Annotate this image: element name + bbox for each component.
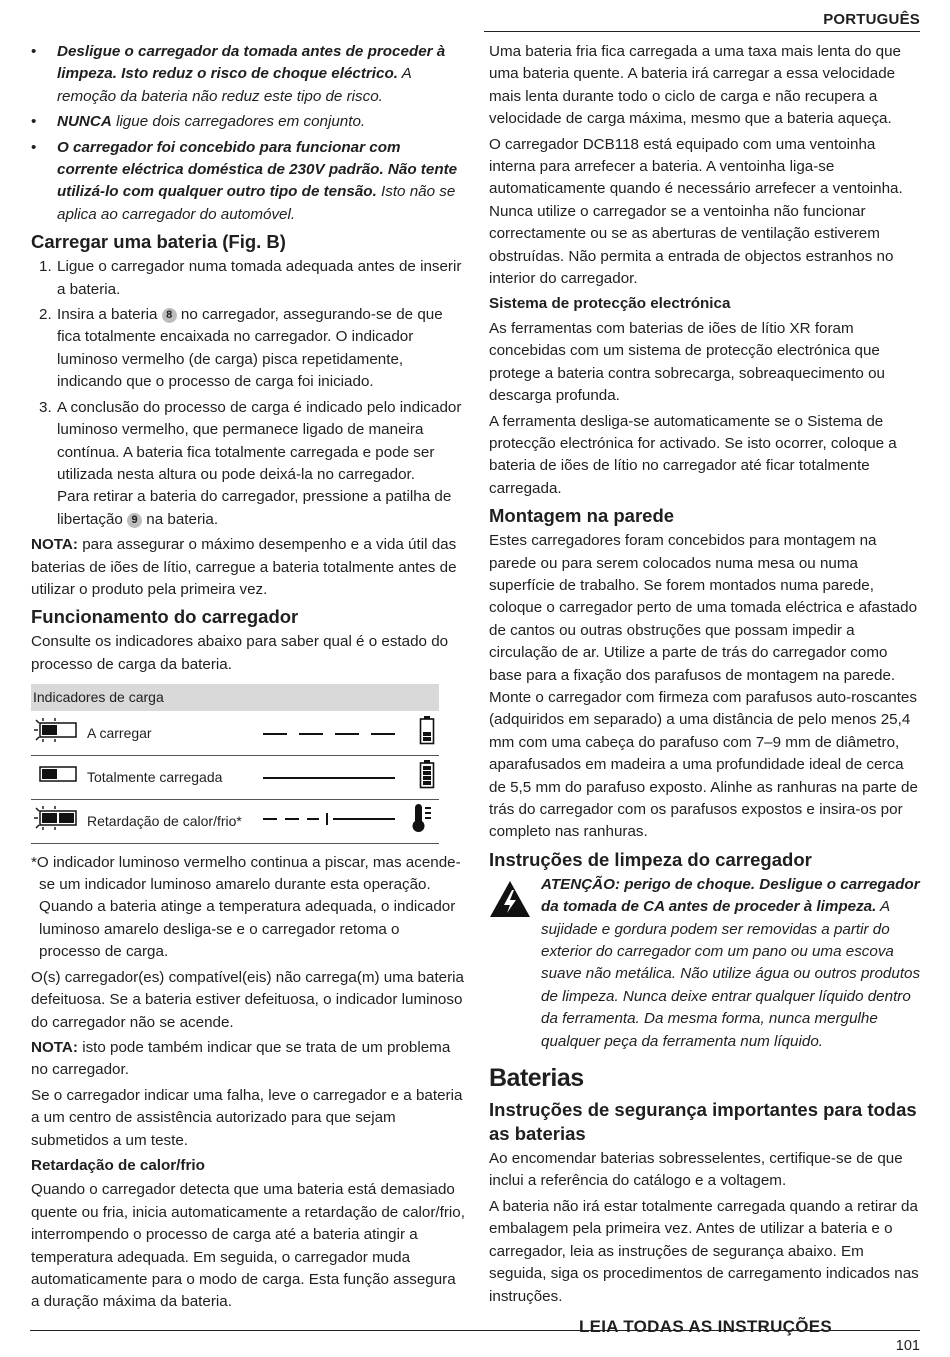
bullet-item — [31, 111, 465, 133]
section-heading: Instruções de segurança importantes para todas as baterias — [489, 1099, 917, 1145]
bullet-bold: O carregador foi concebido para funcionar com corrente eléctrica doméstica de 230V padrão. Não tente utilizá-lo com qualquer outro tipo de tensão. — [57, 138, 458, 201]
section-heading: Montagem na parede — [489, 505, 675, 527]
bullet-text: ligue dois carregadores em conjunto. — [111, 113, 366, 131]
note-text: isto pode também indicar que se trata de um problema no carregador. — [31, 1038, 451, 1079]
warning-block — [489, 874, 922, 1056]
warning-rest: A sujidade e gordura podem ser removidas a partir do exterior do carregador com um pano ou uma escova suave não metálica. Não utilize água ou outros produtos de limpeza. Nunca deixe entrar qualquer líquido dentro da ferramenta. Da mesma forma, nunca mergulhe qualquer peça da ferramenta num líquido. — [541, 898, 921, 1050]
warning-shock-icon — [489, 874, 531, 1056]
note-paragraph — [31, 534, 465, 601]
paragraph: Consulte os indicadores abaixo para saber qual é o estado do processo de carga da bateria. — [31, 633, 449, 673]
paragraph: Ao encomendar baterias sobresselentes, certifique-se de que inclui a referência do catálogo e a voltagem. — [489, 1150, 903, 1190]
warning-text — [541, 874, 922, 1053]
blinking-lamp-icon — [31, 711, 87, 755]
paragraph: A ferramenta desliga-se automaticamente se o Sistema de protecção electrónica for activado. Se isto ocorrer, coloque a bateria de iões de lítio no carregador até ficar totalmente carregada. — [489, 412, 897, 497]
step-item — [31, 304, 465, 394]
step-text: Insira a bateria — [57, 306, 162, 324]
paragraph: Se o carregador indicar uma falha, leve o carregador e a bateria a um centro de assistência autorizado para que sejam submetidos a um teste. — [31, 1086, 463, 1149]
page-number: 101 — [895, 1338, 920, 1354]
step-item — [31, 397, 465, 531]
step-text: Para retirar a bateria do carregador, pressione a patilha de libertação — [57, 488, 452, 528]
header-rule — [484, 31, 920, 32]
step-text: na bateria. — [142, 510, 219, 528]
bullet-text: Isto não se aplica ao carregador do automóvel. — [57, 183, 456, 223]
left-column — [31, 41, 465, 1317]
step-text: A conclusão do processo de carga é indicado pelo indicador luminoso vermelho, que permanece ligado de maneira contínua. A bateria fica totalmente carregada e pode ser utilizada nesta altura ou pode deixá-la no carregador. — [57, 398, 462, 483]
callout-badge: 9 — [127, 513, 142, 528]
bullet-text: A remoção da bateria não reduz este tipo de risco. — [57, 65, 412, 105]
solid-pattern-icon — [261, 755, 411, 799]
paragraph: Estes carregadores foram concebidos para montagem na parede ou para serem colocados numa mesa ou numa superfície de trabalho. Se forem montados numa parede, coloque o carregador perto de uma tomada eléctrica e afastado de cantos ou outras obstruções que possam impedir a circulação de ar. Utilize a parte de trás do carregador como base para a fixação dos parafusos de montagem na parede. Monte o carregador com firmeza com parafusos auto-roscantes (adquiridos em separado) a uma distância de pelo menos 25,4 mm com uma cabeça do parafuso com 7–9 mm de diâmetro, aparafusados em madeira a uma profundidade ideal de cerca de 5,5 mm do parafuso exposto. Alinhe as ranhuras na parte de trás do carregador com os parafusos expostos e insira-os por completo nas ranhuras. — [489, 532, 918, 841]
battery-charging-icon — [411, 711, 439, 755]
charge-steps — [31, 256, 465, 531]
paragraph: Uma bateria fria fica carregada a uma taxa mais lenta do que uma bateria quente. A bateria irá carregar a essa velocidade mais lenta durante todo o ciclo de carga e não recupera a velocidade de carga máxima, mesmo que a bateria aqueça. — [489, 43, 901, 128]
bullet-item — [31, 41, 465, 108]
thermometer-icon — [411, 799, 439, 843]
footer-rule — [30, 1330, 920, 1331]
bullet-item — [31, 137, 465, 227]
callout-badge: 8 — [162, 308, 177, 323]
step-item — [31, 256, 465, 301]
battery-full-icon — [411, 755, 439, 799]
table-row — [31, 755, 439, 799]
double-lamp-icon — [31, 799, 87, 843]
read-all-heading: LEIA TODAS AS INSTRUÇÕES — [578, 1316, 833, 1336]
paragraph: Quando o carregador detecta que uma bateria está demasiado quente ou fria, inicia automaticamente a retardação de calor/frio, interrompendo o processo de carga até a bateria atingir a temperatura adequada. Em seguida, o carregador muda automaticamente para o modo de carga. Esta função assegura a duração máxima da bateria. — [31, 1181, 465, 1311]
indicator-label: Totalmente carregada — [87, 755, 261, 799]
bullet-bold: Desligue o carregador da tomada antes de proceder à limpeza. Isto reduz o risco de choque eléctrico. — [57, 43, 446, 83]
note-paragraph — [31, 1037, 465, 1082]
warning-bold: ATENÇÃO: perigo de choque. Desligue o carregador da tomada de CA antes de proceder à limpeza. — [541, 875, 920, 916]
footnote: *O indicador luminoso vermelho continua a piscar, mas acende-se um indicador luminoso amarelo durante esta operação. Quando a bateria atinge a temperatura adequada, o indicador luminoso amarelo desliga-se e o carregador retoma o processo de carga. — [31, 853, 461, 961]
paragraph: O(s) carregador(es) compatível(eis) não carrega(m) uma bateria defeituosa. Se a bateria estiver defeituosa, o indicador luminoso do carregador não se acende. — [31, 968, 464, 1031]
step-number: 3. — [39, 398, 52, 416]
steady-lamp-icon — [31, 755, 87, 799]
right-column — [489, 41, 922, 1338]
subsection-heading: Sistema de protecção electrónica — [489, 295, 731, 313]
table-row — [31, 711, 439, 755]
dash-solid-pattern-icon — [261, 799, 411, 843]
paragraph: As ferramentas com baterias de iões de lítio XR foram concebidas com um sistema de protecção electrónica que protege a bateria contra sobrecarga, sobreaquecimento ou descarga profunda. — [489, 319, 885, 405]
table-header: Indicadores de carga — [31, 684, 439, 711]
paragraph: O carregador DCB118 está equipado com uma ventoinha interna para arrefecer a bateria. A ventoinha liga-se automaticamente quando é necessário arrefecer a ventoinha. Nunca utilize o carregador se a ventoinha não funcionar correctamente ou se as aberturas de ventilação estiverem obstruídas. Não permita a entrada de objectos estranhos no interior do carregador. — [489, 135, 903, 288]
note-label: NOTA: — [31, 536, 78, 554]
paragraph: A bateria não irá estar totalmente carregada quando a retirar da embalagem pela primeira vez. Antes de utilizar a bateria e o carregador, leia as instruções de segurança abaixo. Em seguida, siga os procedimentos de carregamento indicados nas instruções. — [489, 1197, 919, 1305]
language-label: PORTUGUÊS — [823, 11, 920, 28]
step-number: 1. — [39, 258, 52, 276]
bullet-bold: NUNCA — [57, 113, 112, 131]
safety-bullets — [31, 41, 465, 226]
dashed-pattern-icon — [261, 711, 411, 755]
step-number: 2. — [39, 306, 52, 324]
subsection-heading: Retardação de calor/frio — [31, 1156, 205, 1174]
chapter-title: Baterias — [489, 1064, 584, 1093]
note-text: para assegurar o máximo desempenho e a vida útil das baterias de iões de lítio, carregue a bateria totalmente antes de utilizar o produto pela primeira vez. — [31, 536, 457, 598]
section-heading: Instruções de limpeza do carregador — [489, 848, 812, 870]
step-text: Ligue o carregador numa tomada adequada antes de inserir a bateria. — [57, 258, 462, 298]
table-row — [31, 799, 439, 843]
indicator-label: A carregar — [87, 711, 261, 755]
section-heading: Carregar uma bateria (Fig. B) — [31, 231, 286, 253]
charge-indicator-table — [31, 684, 439, 844]
note-label: NOTA: — [31, 1038, 78, 1056]
section-heading: Funcionamento do carregador — [31, 606, 299, 628]
step-text: no carregador, assegurando-se de que fica totalmente encaixada no carregador. O indicador luminoso vermelho (de carga) pisca repetidamente, indicando que o processo de carga foi iniciado. — [57, 306, 443, 391]
indicator-label: Retardação de calor/frio* — [87, 799, 261, 843]
